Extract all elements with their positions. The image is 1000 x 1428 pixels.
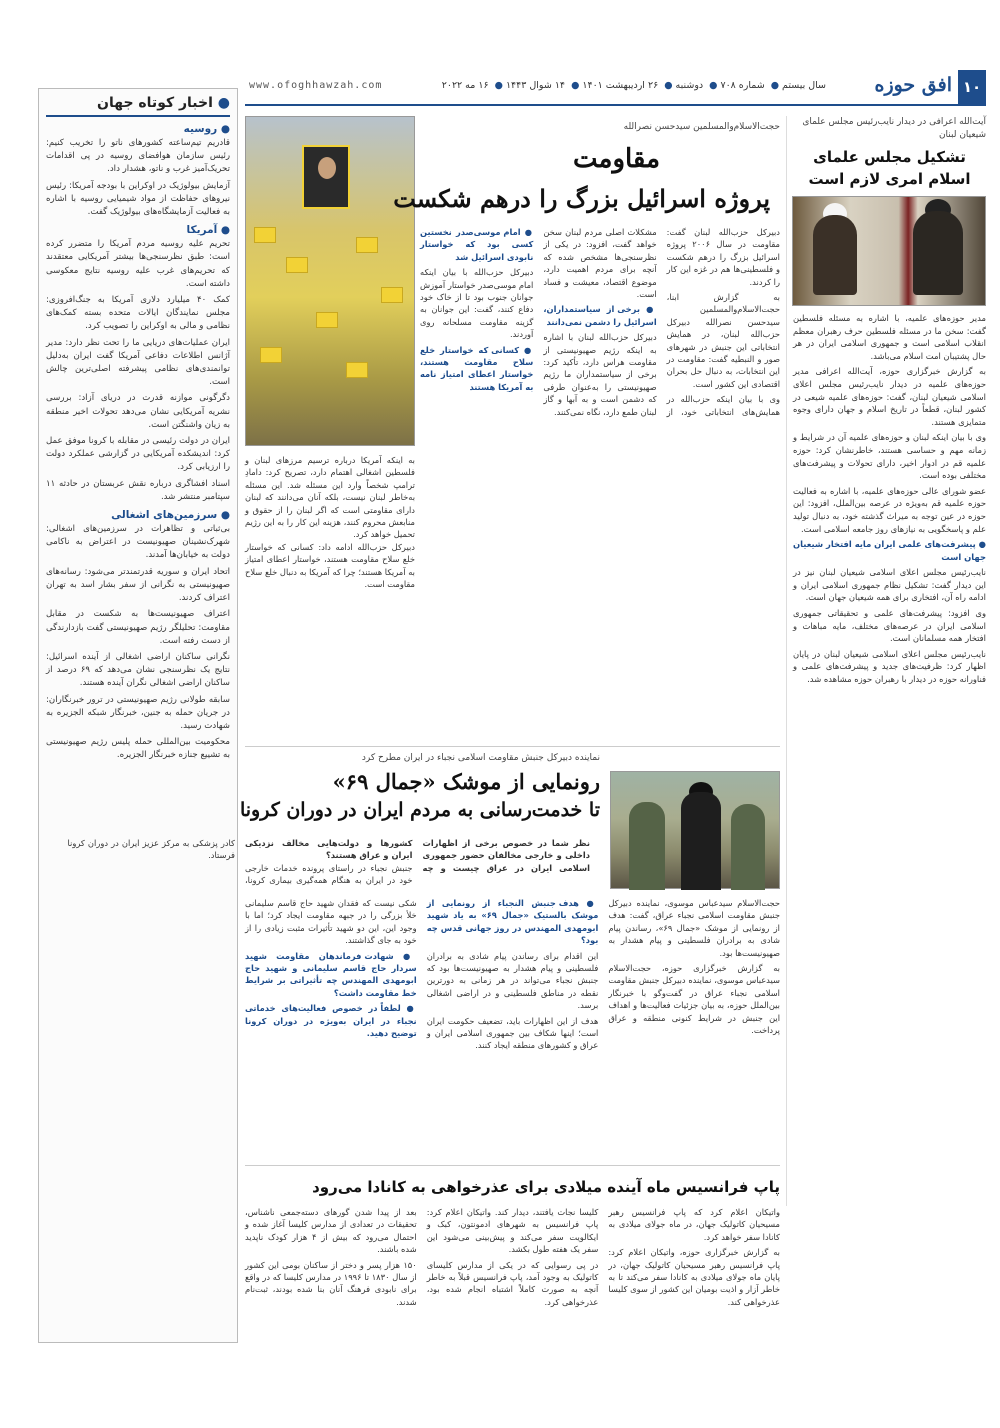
paragraph: به گزارش خبرگزاری حوزه، واتیکان اعلام کرد: پاپ فرانسیس رهبر مسیحیان کاتولیک جهان، در پایان ماه جولای میلادی به کانادا سفر می‌کند تا به خاطر آزار و اذیت بومیان این کشور از سوی کلیسا عذرخواهی کند. <box>608 1247 780 1307</box>
paragraph: دبیرکل حزب‌الله لبنان با اشاره به اینکه رژیم صهیونیستی از مقاومت هراس دارد، تأکید کرد: برخی از سیاستمداران ما رژیم صهیونیستی را به‌عنوان طرفی که دشمن است و به آبها و گاز لبنان طمع دارد، نگاه نمی‌کنند. <box>543 332 657 417</box>
story-kicker: نماینده دبیرکل جنبش مقاومت اسلامی نجباء در ایران مطرح کرد <box>361 753 600 763</box>
news-brief: دگرگونی موازنه قدرت در دریای آزاد: بررسی نشریه آمریکایی نشان می‌دهد تحولات اخیر منطقه به زیان واشنگتن است. <box>46 393 230 430</box>
rally-photo <box>245 116 415 446</box>
story-body <box>245 897 780 1162</box>
interview-question: ● لطفاً در خصوص فعالیت‌های خدماتی نجباء در ایران به‌ویژه در دوران کرونا توضیح دهید. <box>245 1003 417 1039</box>
interview-question: نظر شما در خصوص برخی از اظهارات داخلی و خارجی مخالفان حضور جمهوری اسلامی ایران در عراق چیست و چه کشورها و دولت‌هایی مخالف نزدیکی ایران و عراق هستند؟ <box>245 838 590 873</box>
news-brief: اتحاد ایران و سوریه قدرتمندتر می‌شود: رسانه‌های صهیونیستی به نگرانی از سفر بشار اسد به تهران اعتراف کردند. <box>46 566 230 604</box>
paragraph: عضو شورای عالی حوزه‌های علمیه، با اشاره به فعالیت حوزه علمیه قم به‌ویژه در عرصه بین‌الملل، افزود: این حوزه در عین توجه به میراث گذشته خود، به دنبال تولید علم و پاسخگویی به نیازهای روز جامعه اسلامی است. <box>793 485 986 534</box>
paragraph: هدف از این اظهارات باید، تضعیف حکومت ایران است؛ اینها شکاف بین جمهوری اسلامی ایران و عراق و کشورهای منطقه ایجاد کنند. <box>426 1015 599 1051</box>
news-brief: ایران عملیات‌های دریایی ما را تحت نظر دارد: مدیر آژانس اطلاعات دفاعی آمریکا گفت ایران به‌دلیل توانمندی‌های نظامی پیشرفته اصلی‌ترین چالش است. <box>46 337 230 388</box>
flag-icon <box>356 237 378 253</box>
page-header <box>245 70 986 104</box>
paragraph: شکی نیست که فقدان شهید حاج قاسم سلیمانی خلأ بزرگی را در جبهه مقاومت ایجاد کرد؛ اما با وجود این، این دو شهید تأثیرات مثبت زیادی را از خود به جای گذاشتند. <box>245 898 417 946</box>
website-url[interactable]: www.ofoghhawzah.com <box>249 80 383 91</box>
sidebar-title: ● اخبار کوتاه جهان <box>46 95 230 117</box>
paragraph: حجت‌الاسلام سیدعباس موسوی، نماینده دبیرکل جنبش مقاومت اسلامی نجباء عراق، گفت: هدف از رونمایی از موشک «جمال ۶۹»، رساندن پیام شادی به برادران فلسطینی و پیام هشدار به صهیونیست‌ها بود. <box>608 898 780 958</box>
issue-date-lunar: ۱۴ شوال ۱۴۴۳ <box>505 80 566 91</box>
story-body <box>420 226 780 736</box>
header-divider <box>245 104 986 106</box>
flag-icon <box>260 347 282 363</box>
paragraph: بعد از پیدا شدن گورهای دسته‌جمعی ناشناس، تحقیقات در تعدادی از مدارس کلیسا آغاز شده و احتمال می‌رود که بیش از ۴ هزار کودک ناپدید شده باشند. <box>245 1207 417 1255</box>
paragraph: مدیر حوزه‌های علمیه، با اشاره به مسئله فلسطین گفت: سخن ما در مسئله فلسطین حرف رهبران معظم انقلاب اسلامی است و جمهوری اسلامی ایران در هر حال پشتیبان امت اسلام می‌باشد. <box>793 313 986 361</box>
issue-weekday: دوشنبه <box>675 80 704 91</box>
paragraph: دبیرکل حزب‌الله ادامه داد: کسانی که خواستار خلع سلاح مقاومت هستند، خواستار اعطای امتیاز به آمریکا هستند؛ چرا که آمریکا به دنبال خلع سلاح مقاومت است. <box>245 541 415 590</box>
paragraph: در پی رسوایی که در یکی از مدارس کلیسای کاتولیک به وجود آمد، پاپ فرانسیس قبلاً به خاطر آنچه به صورت کاملاً اشتباه انجام شده بود، عذرخواهی کرد. <box>426 1259 599 1307</box>
paragraph: این اقدام برای رساندن پیام شادی به برادران فلسطینی و پیام هشدار به صهیونیست‌ها بود که جنبش نجباء می‌تواند در هر زمانی به دورترین نقطه در مناطق فلسطینی و در اراضی اشغالی برسد. <box>426 950 599 1011</box>
news-brief: بی‌ثباتی و تظاهرات در سرزمین‌های اشغالی: شهرک‌نشینان صهیونیست در اعتراض به ناکامی دولت به خیابان‌ها آمدند. <box>46 524 230 561</box>
news-brief: آزمایش بیولوژیک در اوکراین با بودجه آمریکا: رئیس نیروهای حفاظت از مواد شیمیایی روسیه با اشاره به فعالیت آزمایشگاه‌های بیولوژیک گفت. <box>46 180 230 218</box>
flag-icon <box>346 362 368 378</box>
flag-icon <box>286 257 308 273</box>
story-body-continued <box>245 454 415 736</box>
interview-kicker: آیت‌الله اعرافی در دیدار نایب‌رئیس مجلس علمای شیعیان لبنان <box>802 117 986 140</box>
meeting-photo <box>792 196 986 306</box>
story-headline-line2: پروژه اسرائیل بزرگ را درهم شکست <box>393 184 770 213</box>
story-headline: پاپ فرانسیس ماه آینده میلادی برای عذرخواهی به کانادا می‌رود <box>312 1178 780 1196</box>
story-kicker: حجت‌الاسلام‌والمسلمین سیدحسن نصرالله <box>623 122 780 132</box>
interview-question: ● شهادت فرماندهان مقاومت شهید سردار حاج قاسم سلیمانی و شهید حاج ابومهدی المهندس چه تأثیراتی بر شرایط خط مقاومت داشت؟ <box>245 950 417 998</box>
paragraph: به گزارش خبرگزاری حوزه، آیت‌الله اعرافی مدیر حوزه‌های علمیه در دیدار نایب‌رئیس مجلس اعلای اسلامی شیعیان لبنان، گفت: حوزه‌های علمیه شیعی در کشور لبنان، قطعاً در تاریخ اسلام و جهان دارای وجوه متمایزی هستند. <box>793 366 986 427</box>
flag-icon <box>381 287 403 303</box>
paragraph: وی با بیان اینکه حزب‌الله در همایش‌های انتخاباتی خود، از مشکلات اصلی مردم لبنان سخن خواهد گفت، افزود: در یکی از نظرسنجی‌ها مشخص شده که آنچه برای مردم اهمیت دارد، موضوع اقتصاد، معیشت و فساد است. <box>543 227 780 417</box>
news-brief: کمک ۴۰ میلیارد دلاری آمریکا به جنگ‌افروزی: مجلس نمایندگان ایالات متحده بسته کمک‌های نظامی و مالی به اوکراین را تصویب کرد. <box>46 295 230 332</box>
flag-icon <box>254 227 276 243</box>
flag-icon <box>316 312 338 328</box>
story-body-upper <box>67 837 590 897</box>
paragraph: به گزارش ابنا، حجت‌الاسلام‌والمسلمین سیدحسن نصرالله دبیرکل حزب‌الله لبنان، در همایش انتخاباتی این جنبش در شهرهای صور و النبطیه گفت: مقاومت در این انتخابات، به دنبال حل بحران اقتصادی این کشور است. <box>666 292 780 389</box>
news-brief: اعتراف صهیونیست‌ها به شکست در مقابل مقاومت: تحلیلگر رژیم صهیونیستی گفت بازدارندگی از دست رفته است. <box>46 609 230 646</box>
issue-year: سال بیستم <box>782 80 826 91</box>
section-heading: ● روسیه <box>183 123 230 135</box>
subheading: ● برخی از سیاستمداران، اسرائیل را دشمن نمی‌دانند <box>543 304 657 327</box>
news-brief: سابقه طولانی رژیم صهیونیستی در ترور خبرنگاران: در جریان حمله به جنین، خبرنگار شبکه الجزیره به شهادت رسید. <box>46 694 230 731</box>
news-brief: محکومیت بین‌المللی حمله پلیس رژیم صهیونیستی به تشییع جنازه خبرنگار الجزیره. <box>46 737 230 761</box>
commanders-photo <box>610 771 780 889</box>
section-heading: ● آمریکا <box>186 224 230 237</box>
issue-date-solar: ۲۶ اردیبهشت ۱۴۰۱ <box>582 80 659 91</box>
news-brief: ایران در دولت رئیسی در مقابله با کرونا موفق عمل کرد: اندیشکده آمریکایی در گزارشی عملکرد دولت را ارزیابی کرد. <box>46 436 230 473</box>
paragraph: کلیسا نجات یافتند، دیدار کند. واتیکان اعلام کرد: پاپ فرانسیس به شهرهای ادمونتون، کبک و ایکالویت سفر می‌کند و پیش‌بینی می‌شود این سفر یک هفته طول بکشد. <box>426 1207 599 1255</box>
paragraph: نایب‌رئیس مجلس اعلای اسلامی شیعیان لبنان نیز در این دیدار گفت: تشکیل نظام جمهوری اسلامی ایران و ادامه راه آن، افتخاری برای همه شیعیان جهان است. <box>793 567 986 603</box>
section-heading: ● سرزمین‌های اشغالی <box>111 509 230 522</box>
subheading: ● امام موسی‌صدر نخستین کسی بود که خواستار نابودی اسرائیل شد <box>420 227 534 262</box>
paragraph: وی افزود: پیشرفت‌های علمی و تحقیقاتی جمهوری اسلامی ایران در عرصه‌های مختلف، مایه مباهات و افتخار همه مسلمانان است. <box>793 608 986 644</box>
paragraph: نایب‌رئیس مجلس اعلای اسلامی شیعیان لبنان در پایان اظهار کرد: ظرفیت‌های جدید و پیشرفت‌های علمی و فناورانه حوزه در دیدار با رهبران حوزه مشاهده شد. <box>793 648 986 685</box>
story-headline-line1: مقاومت <box>572 144 660 174</box>
paragraph: ۱۵۰ هزار پسر و دختر از ساکنان بومی این کشور از سال ۱۸۳۰ تا ۱۹۹۶ در مدارس کلیسا که در واقع برای نابودی فرهنگ آنان بنا شده بودند، ثبت‌نام شدند. <box>245 1259 417 1307</box>
news-brief: نگرانی ساکنان اراضی اشغالی از آینده اسرائیل: نتایج یک نظرسنجی نشان می‌دهد که ۶۹ درصد از ساکنان اراضی اشغالی نگران آینده هستند. <box>46 651 230 689</box>
paragraph: به گزارش خبرگزاری حوزه، حجت‌الاسلام سیدعباس موسوی، نماینده دبیرکل جنبش مقاومت اسلامی نجباء عراق در گفت‌وگو با خبرنگار بین‌الملل حوزه، به بیان جزئیات فعالیت‌ها و اهداف این جنبش در شرایط کنونی منطقه و عراق پرداخت. <box>608 963 780 1036</box>
subheading: ● پیشرفت‌های علمی ایران مایه افتخار شیعیان جهان است <box>793 539 986 562</box>
story-headline-line1: رونمایی از موشک «جمال ۶۹» <box>332 769 600 794</box>
story-headline-line2: تا خدمت‌رسانی به مردم ایران در دوران کرونا <box>239 799 600 821</box>
paragraph: واتیکان اعلام کرد که پاپ فرانسیس رهبر مسیحیان کاتولیک جهان، در ماه جولای میلادی به کانادا سفر خواهد کرد. <box>608 1207 780 1242</box>
top-story <box>245 116 780 736</box>
news-brief: تحریم علیه روسیه مردم آمریکا را متضرر کرده است: طبق نظرسنجی‌ها بیشتر آمریکایی معتقدند که تحریم‌های غرب علیه روسیه نتایج معکوسی داشته است. <box>46 239 230 289</box>
interview-column <box>786 116 986 1206</box>
news-brief: اسناد افشاگری درباره نقش عربستان در حادثه ۱۱ سپتامبر منتشر شد. <box>46 478 230 502</box>
paragraph: جنبش نجباء در راستای پرونده خدمات خارجی خود در ایران به هنگام همه‌گیری بیماری کرونا، کادر پزشکی به مرکز عزیز ایران در دوران کرونا فرستاد. <box>67 838 413 886</box>
paragraph: دبیرکل حزب‌الله لبنان گفت: مقاومت در سال ۲۰۰۶ پروژه اسرائیل بزرگ را درهم شکست و فلسطینی‌ها هم در غزه این کار را کردند. <box>666 227 781 287</box>
paragraph: دبیرکل حزب‌الله با بیان اینکه امام موسی‌صدر خواستار آموزش جوانان جنوب بود تا از خاک خود دفاع کنند، گفت: این جوانان به گزینه مقاومت مسلحانه روی آوردند. <box>420 267 534 340</box>
news-brief: قادریم تیم‌ساعته کشورهای ناتو را تخریب کنیم: رئیس سازمان هوافضای روسیه در پی اقدامات تحریک‌آمیز غرب و ناتو، هشدار داد. <box>46 138 230 175</box>
page-number: ۱۰ <box>958 70 986 104</box>
issue-info: سال بیستم● شماره ۷۰۸● دوشنبه● ۲۶ اردیبهشت ۱۴۰۱● ۱۴ شوال ۱۴۴۳● ۱۶ مه ۲۰۲۲ <box>441 80 826 91</box>
interview-headline: تشکیل مجلس علمای اسلام امری لازم است <box>808 148 971 188</box>
world-news-sidebar <box>38 88 238 1343</box>
subheading: ● کسانی که خواستار خلع سلاح مقاومت هستند، خواستار اعطای امتیاز نامه به آمریکا هستند <box>420 344 534 392</box>
masthead-logo <box>836 70 986 104</box>
bottom-story <box>245 1165 780 1343</box>
logo-text: افق حوزه <box>874 74 952 96</box>
interview-body <box>793 312 986 1232</box>
paragraph: به اینکه آمریکا درباره ترسیم مرزهای لبنان و فلسطین اشغالی اهتمام دارد، تصریح کرد: دامادِ ترامپ شخصاً وارد این مسئله شد. این مسئله به‌خاطر لبنان نیست، بلکه آنان می‌دانند که لبنان دارای مقاومتی است که اگر لبنان را از حقوق و منابعش محروم کنند، هزینه این کار را به این رژیم تحمیل خواهد کرد. <box>245 455 415 540</box>
issue-number: شماره ۷۰۸ <box>720 80 765 91</box>
story-body <box>245 1206 780 1344</box>
issue-date-gregorian: ۱۶ مه ۲۰۲۲ <box>441 80 489 91</box>
paragraph: وی با بیان اینکه لبنان و حوزه‌های علمیه آن در شرایط و زمانه مهم و حساسی هستند، خاطرنشان کرد: حوزه علمیه قم در ادوار اخیر، دارای تحولات و پیشرفت‌های مختلفی بوده است. <box>793 432 986 481</box>
portrait-banner <box>302 145 350 209</box>
interview-question: ● هدف جنبش النجباء از رونمایی از موشک بالستیک «جمال ۶۹» به یاد شهید ابومهدی المهندس در روز جهانی قدس چه بود؟ <box>426 898 599 946</box>
